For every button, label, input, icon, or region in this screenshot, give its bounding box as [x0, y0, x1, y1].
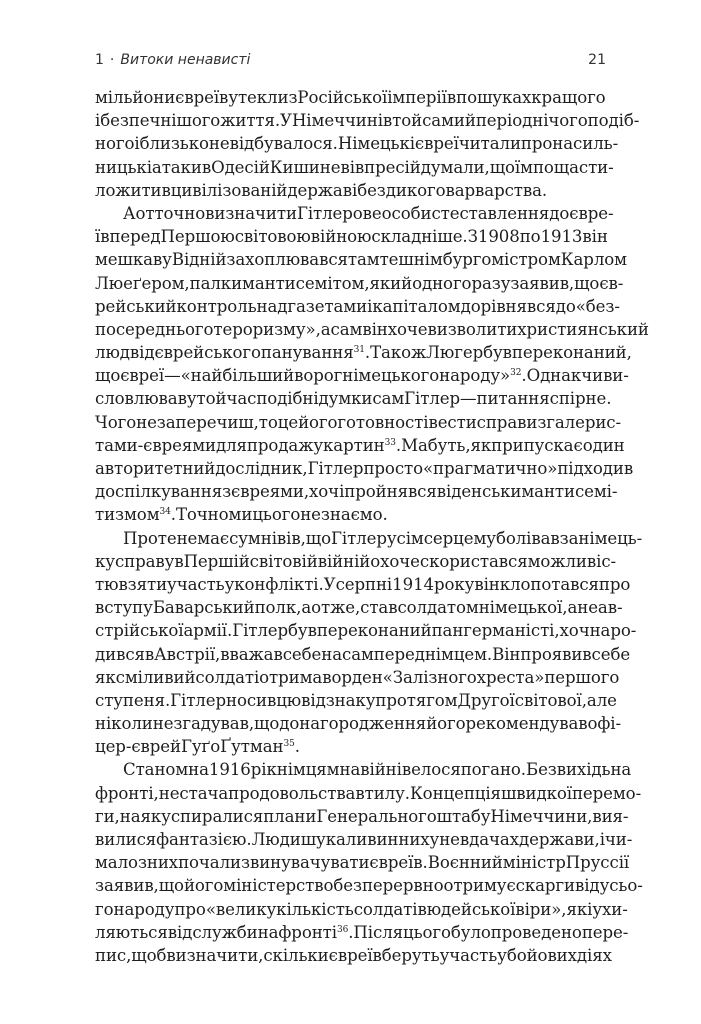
text-line: що євреї — «найбільший ворог німецького народу»$^{32}$. Однак чи ви-: [95, 366, 629, 386]
text-line: А от точно визначити Гітлерове особисте ставлення до євре-: [123, 203, 614, 223]
text-line: посереднього тероризму», а сам він хоче визволити християнський: [95, 319, 649, 339]
text-line: ги, на яку спиралися плани Генерального штабу Німеччини, вия-: [95, 806, 629, 826]
text-line: ного і близько не відбувалося. Німецькі євреї читали про насиль-: [95, 134, 619, 154]
text-line: Станом на 1916 рік німцям на війні велося погано. Безвихідь на: [123, 760, 632, 780]
text-line: авторитетний дослідник, Гітлер просто «прагматично» підходив: [95, 459, 634, 478]
running-head: [95, 52, 606, 72]
footnote-marker: 34: [159, 507, 171, 518]
text-line: Проте немає сумнівів, що Гітлер усім серцем уболівав за німець-: [123, 528, 643, 548]
header-separator: ·: [109, 52, 115, 68]
text-line: ло жити в цивілізованій державі без дикого варварства.: [95, 180, 548, 200]
text-line: Чого не заперечиш, то це його готовності вести справи з галерис-: [95, 412, 622, 432]
text-line: пис, щоб визначити, скільки євреїв беруть участь у бойових діях: [95, 945, 612, 965]
footnote-marker: 35: [283, 739, 295, 750]
footnote-marker: 33: [384, 437, 396, 448]
text-line: мало з них почали звинувачувати євреїв. Воєнний міністр Пруссії: [95, 853, 630, 873]
text-line: ляються від служби на фронті$^{36}$. Після цього було проведено пере-: [95, 922, 629, 942]
text-line: ступеня. Гітлер носив цю відзнаку протягом Другої світової, але: [95, 690, 617, 710]
footnote-marker: 31: [353, 345, 365, 356]
text-line: як сміливий солдат і отримав орден «Залізного хреста» першого: [95, 667, 620, 687]
text-line: заявив, що його міністерство безперервно отримує скарги від усьо-: [95, 876, 643, 896]
text-line: рейський контроль над газетами і капіталом дорівнявся до «без-: [95, 296, 620, 316]
text-line: і безпечнішого життя. У Німеччині в той самий період нічого подіб-: [95, 111, 640, 131]
text-line: тизмом$^{34}$. Точно ми цього не знаємо.: [95, 505, 388, 525]
text-line: го народу про «велику кількість солдатів юдейської віри», які ухи-: [95, 899, 628, 919]
text-line: ку справу в Першій світовій війні й охоче скористався можливіс-: [95, 551, 617, 571]
chapter-title: Витоки ненависті: [120, 52, 251, 68]
text-line: стрійської армії. Гітлер був переконаний пангерманіст і, хоч наро-: [95, 621, 637, 641]
text-line: словлював у той час подібні думки сам Гітлер — питання спірне.: [95, 389, 612, 409]
text-line: мільйони євреїв утекли з Російської імперії в пошуках кращого: [95, 88, 606, 107]
text-line: тами-євреями для продажу картин$^{33}$. Мабуть, як припускає один: [95, 435, 625, 455]
text-line: їв перед Першою світовою війною складніше. З 1908 по 1913 він: [95, 227, 608, 247]
text-line: ницькі атаки в Одесі й Кишиневі в пресі й думали, що їм пощасти-: [95, 157, 614, 177]
chapter-number: 1: [95, 52, 104, 68]
footnote-marker: 36: [336, 924, 349, 935]
text-line: дився в Австрії, вважав себе насамперед німцем. Він проявив себе: [95, 644, 631, 664]
text-line: тю взяти участь у конфлікті. У серпні 1914 року він клопотався про: [95, 574, 631, 594]
text-line: мешкав у Відні й захоплювався тамтешнім бургомістром Карлом: [95, 250, 627, 270]
chapter-title-header: [95, 52, 250, 68]
text-line: вилися фантазією. Люди шукали винних у невдачах держави, і чи-: [95, 830, 633, 849]
text-line: ніколи не згадував, що до нагородження його рекомендував офі-: [95, 714, 621, 734]
text-line: до спілкування з євреями, хоч і пройнявся віденським антисемі-: [95, 482, 618, 502]
page-number: 21: [588, 52, 606, 68]
text-line: вступ у Баварський полк, а отже, став солдатом німецької, а не ав-: [95, 598, 623, 618]
footnote-marker: 32: [510, 368, 522, 379]
text-line: цер-єврей Гуґо Ґутман$^{35}$.: [95, 737, 300, 757]
body-text: [95, 86, 649, 967]
text-line: Люеґером, палким антисемітом, який одного разу заявив, що єв-: [95, 273, 624, 293]
text-line: фронті, нестача продовольства в тилу. Концепція швидкої перемо-: [95, 783, 642, 803]
text-line: люд від єврейського панування$^{31}$. Також Люгер був переконаний,: [95, 343, 632, 363]
